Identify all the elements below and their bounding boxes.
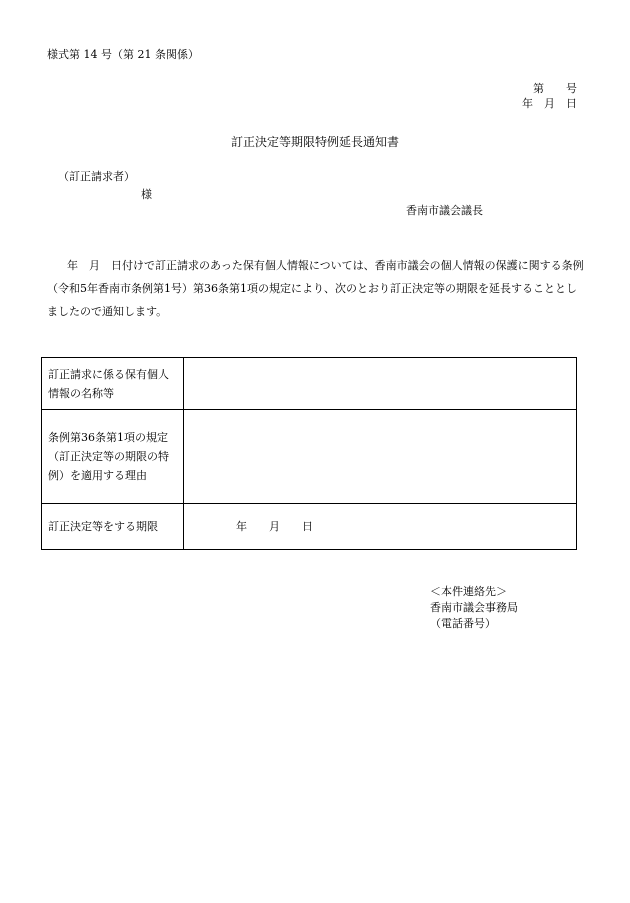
recipient-label: （訂正請求者） bbox=[58, 170, 135, 183]
table-value-cell bbox=[184, 410, 577, 504]
table-label-cell: 訂正決定等をする期限 bbox=[42, 504, 184, 550]
table-row bbox=[42, 358, 577, 410]
document-date: 年 月 日 bbox=[522, 97, 577, 110]
deadline-value: 年 月 日 bbox=[184, 504, 577, 550]
table-row bbox=[42, 410, 577, 504]
body-text-paragraph bbox=[47, 254, 587, 323]
table-value-cell bbox=[184, 358, 577, 410]
contact-office: 香南市議会事務局 bbox=[430, 601, 518, 614]
contact-block bbox=[430, 584, 518, 632]
table-label-cell: 条例第36条第1項の規定（訂正決定等の期限の特例）を適用する理由 bbox=[42, 410, 184, 504]
recipient-honorific: 様 bbox=[141, 188, 152, 201]
contact-phone: （電話番号） bbox=[430, 617, 496, 630]
table-row bbox=[42, 504, 577, 550]
table-label-cell: 訂正請求に係る保有個人情報の名称等 bbox=[42, 358, 184, 410]
info-table bbox=[41, 357, 577, 550]
body-text: 年 月 日付けで訂正請求のあった保有個人情報については、香南市議会の個人情報の保護に関する条例（令和5年香南市条例第1号）第36条第1項の規定により、次のとおり訂正決定等の期限を延長することとしましたので通知します。 bbox=[47, 259, 584, 318]
sender-name: 香南市議会議長 bbox=[406, 204, 483, 217]
form-number: 様式第 14 号（第 21 条関係） bbox=[47, 48, 199, 61]
document-title: 訂正決定等期限特例延長通知書 bbox=[230, 135, 399, 149]
contact-heading: ＜本件連絡先＞ bbox=[430, 585, 507, 598]
document-number: 第 号 bbox=[533, 82, 577, 95]
